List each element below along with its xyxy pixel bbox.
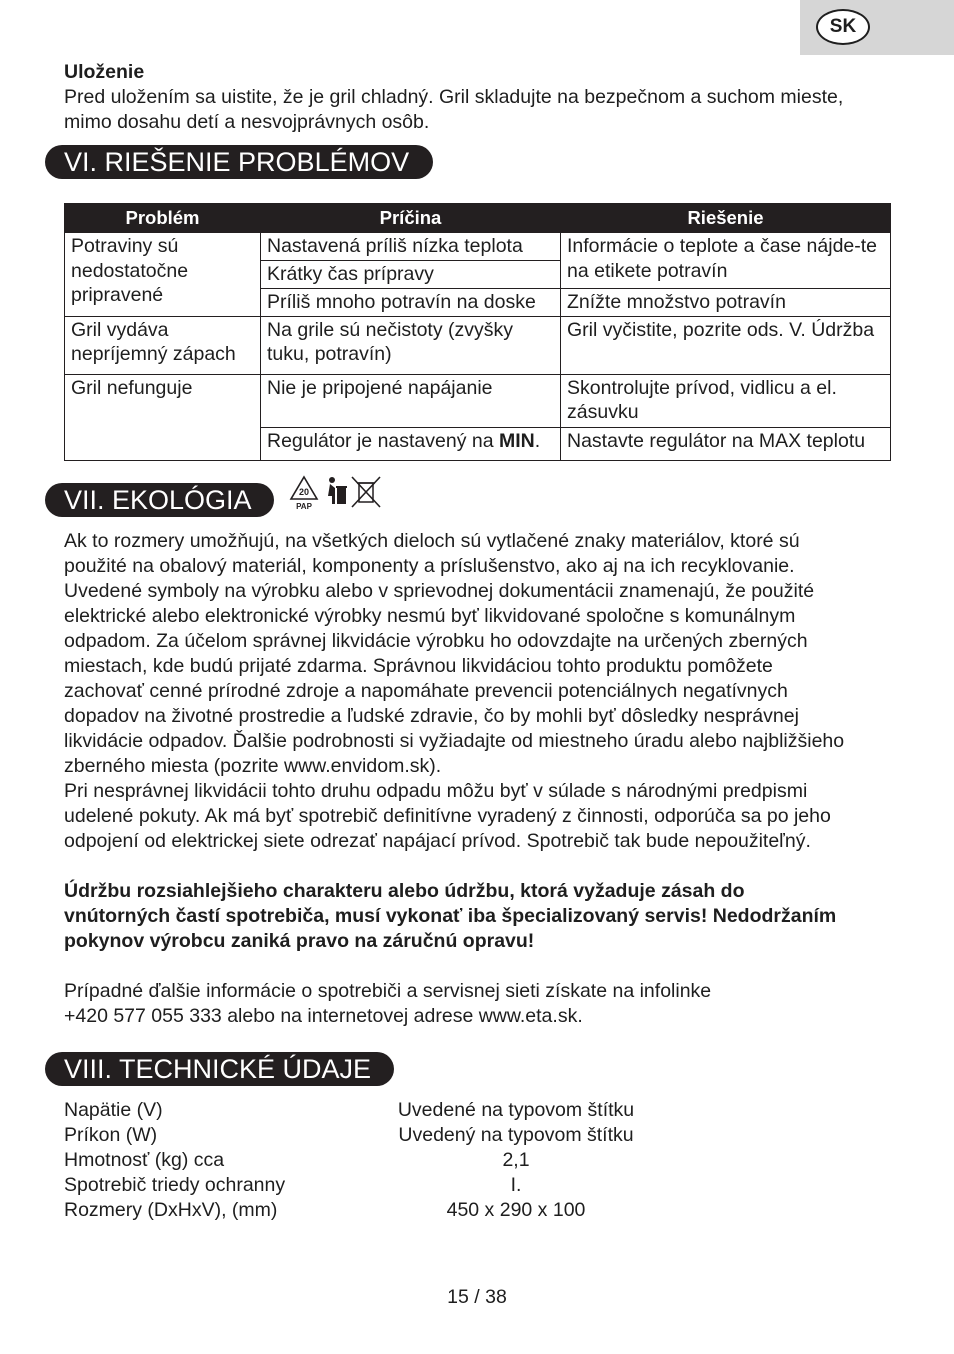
cause-cell: Nastavená príliš nízka teplota (261, 233, 561, 261)
spec-value: Uvedený na typovom štítku (398, 1124, 634, 1146)
spec-row (64, 1098, 704, 1123)
contact-info: Prípadné ďalšie informácie o spotrebiči a servisnej sieti získate na infolinke +420 577 055 333 alebo na internetovej adrese www.eta.sk. (64, 980, 712, 1027)
column-header-cause: Príčina (261, 204, 561, 233)
spec-row (64, 1123, 704, 1148)
spec-row (64, 1198, 704, 1223)
section-title-troubleshooting: VI. RIEŠENIE PROBLÉMOV (45, 145, 433, 179)
spec-label: Napätie (V) (64, 1099, 163, 1121)
spec-row (64, 1148, 704, 1173)
cause-cell: Krátky čas prípravy (261, 261, 561, 289)
solution-cell: Skontrolujte prívod, vidlicu a el. zásuvku (561, 374, 891, 427)
service-warning: Údržbu rozsiahlejšieho charakteru alebo údržbu, ktorá vyžaduje zásah do vnútorných častí spotrebiča, musí vykonať iba špecializovaný servis! Nedodržaním pokynov výrobcu zaniká pravo na záručnú opravu! (64, 880, 837, 952)
cause-text-suffix: . (534, 429, 541, 452)
column-header-solution: Riešenie (561, 204, 891, 233)
storage-text: Pred uložením sa uistite, že je gril chladný. Gril skladujte na bezpečnom a suchom mieste, mimo dosahu detí a nesvojprávnych osôb. (64, 86, 844, 133)
troubleshooting-table (64, 203, 891, 461)
language-tab (800, 0, 954, 55)
section-title-ecology: VII. EKOLÓGIA (45, 483, 274, 517)
language-badge: SK (816, 9, 870, 45)
spec-label: Spotrebič triedy ochranny (64, 1174, 286, 1196)
litter-bin-icon (328, 477, 347, 504)
spec-value: 450 x 290 x 100 (446, 1199, 586, 1221)
solution-cell: Znížte množstvo potravín (561, 288, 891, 316)
recycling-material: PAP (296, 502, 312, 511)
storage-heading: Uloženie (64, 61, 145, 83)
spec-value: Uvedené na typovom štítku (397, 1099, 635, 1121)
spec-row (64, 1173, 704, 1198)
solution-cell: Informácie o teplote a čase nájde-te na etikete potravín (561, 233, 891, 289)
spec-label: Rozmery (DxHxV), (mm) (64, 1199, 278, 1221)
spec-label: Príkon (W) (64, 1124, 158, 1146)
cause-cell (261, 427, 561, 460)
problem-cell: Gril vydáva nepríjemný zápach (65, 316, 261, 374)
column-header-problem: Problém (65, 204, 261, 233)
cause-text-bold: MIN (498, 429, 535, 452)
cause-cell: Príliš mnoho potravín na doske (261, 288, 561, 316)
problem-cell: Potraviny sú nedostatočne pripravené (65, 233, 261, 317)
ecology-paragraph: Ak to rozmery umožňujú, na všetkých dieloch sú vytlačené znaky materiálov, ktoré sú použité na obalový materiál, komponenty a príslušenstvo, ako aj na ich recyklovanie. Uvedené symboly na výrobku alebo v sprievodnej dokumentácii znamenajú, že použité elektrické alebo elektronické výrobky nesmú byť likvidované spoločne s komunálnym odpadom. Za účelom správnej likvidácie výrobku ho odovzdajte na určených zberných miestach, kde budú prijaté zdarma. Správnou likvidáciou tohto produktu pomôžete zachovať cenné prírodné zdroje a napomáhate prevencii potenciálnych negatívnych dopadov na životné prostredie a ľudské zdravie, čo by mohli byť dôsledky nesprávnej likvidácie odpadov. Ďalšie podrobnosti si vyžiadajte od miestneho úradu alebo najbližšieho zberného miesta (pozrite www.envidom.sk). Pri nesprávnej likvidácii tohto druhu odpadu môžu byť v súlade s národnými predpismi udelené pokuty. Ak má byť spotrebič definitívne vyradený z činnosti, odporúča sa po jeho odpojení od elektrickej siete odrezať napájací prívod. Spotrebič tak bude nepoužiteľný. (64, 530, 845, 852)
spec-value: 2,1 (502, 1149, 530, 1171)
table-row (65, 316, 891, 374)
solution-cell: Gril vyčistite, pozrite ods. V. Údržba (561, 316, 891, 374)
page-number: 15 / 38 (447, 1286, 507, 1308)
cause-cell: Nie je pripojené napájanie (261, 374, 561, 427)
problem-cell: Gril nefunguje (65, 374, 261, 460)
table-row (65, 374, 891, 427)
spec-label: Hmotnosť (kg) cca (64, 1149, 225, 1171)
recycling-code: 20 (298, 487, 310, 497)
crossed-bin-icon (352, 477, 380, 507)
section-title-technical-data: VIII. TECHNICKÉ ÚDAJE (45, 1052, 394, 1086)
table-row (65, 233, 891, 261)
table-header-row (65, 204, 891, 233)
spec-value: I. (510, 1174, 522, 1196)
cause-cell: Na grile sú nečistoty (zvyšky tuku, potravín) (261, 316, 561, 374)
paper-recycling-icon (291, 477, 317, 511)
solution-cell: Nastavte regulátor na MAX teplotu (561, 427, 891, 460)
recycling-symbols (288, 474, 384, 512)
cause-text: Regulátor je nastavený na (267, 429, 499, 452)
